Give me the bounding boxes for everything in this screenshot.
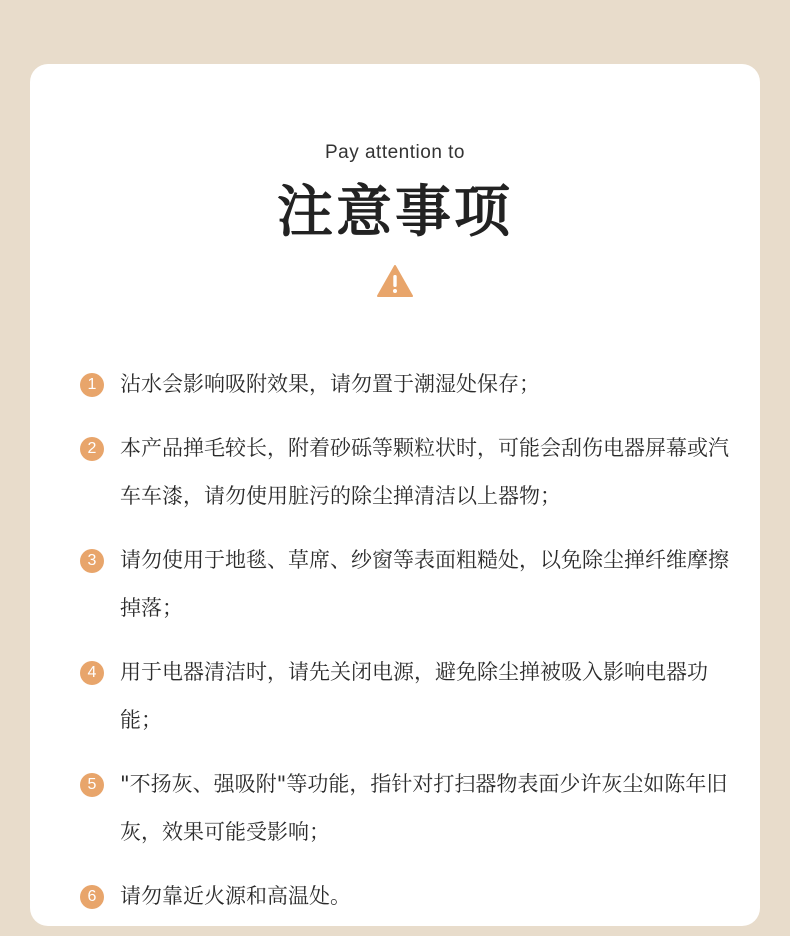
number-badge: 4 bbox=[80, 661, 104, 685]
list-item bbox=[80, 872, 740, 920]
page-title: 注意事项 bbox=[277, 180, 513, 245]
list-item-text: 用于电器清洁时，请先关闭电源，避免除尘掸被吸入影响电器功能； bbox=[120, 660, 708, 732]
list-item-text: "不扬灰、强吸附"等功能，指针对打扫器物表面少许灰尘如陈年旧灰，效果可能受影响； bbox=[120, 772, 728, 844]
warning-triangle-icon bbox=[376, 264, 414, 298]
list-item-text: 请勿使用于地毯、草席、纱窗等表面粗糙处，以免除尘掸纤维摩擦掉落； bbox=[120, 548, 729, 620]
notice-list bbox=[80, 360, 740, 936]
list-item bbox=[80, 648, 740, 744]
list-item-text: 沾水会影响吸附效果，请勿置于潮湿处保存； bbox=[120, 372, 540, 396]
number-badge: 5 bbox=[80, 773, 104, 797]
list-item bbox=[80, 360, 740, 408]
page-subtitle: Pay attention to bbox=[324, 142, 466, 163]
number-badge: 6 bbox=[80, 885, 104, 909]
number-badge: 3 bbox=[80, 549, 104, 573]
list-item bbox=[80, 760, 740, 856]
number-badge: 1 bbox=[80, 373, 104, 397]
list-item-text: 本产品掸毛较长，附着砂砾等颗粒状时，可能会刮伤电器屏幕或汽车车漆，请勿使用脏污的除尘掸清洁以上器物； bbox=[120, 436, 729, 508]
list-item bbox=[80, 536, 740, 632]
number-badge: 2 bbox=[80, 437, 104, 461]
list-item-text: 请勿靠近火源和高温处。 bbox=[120, 884, 351, 908]
list-item bbox=[80, 424, 740, 520]
